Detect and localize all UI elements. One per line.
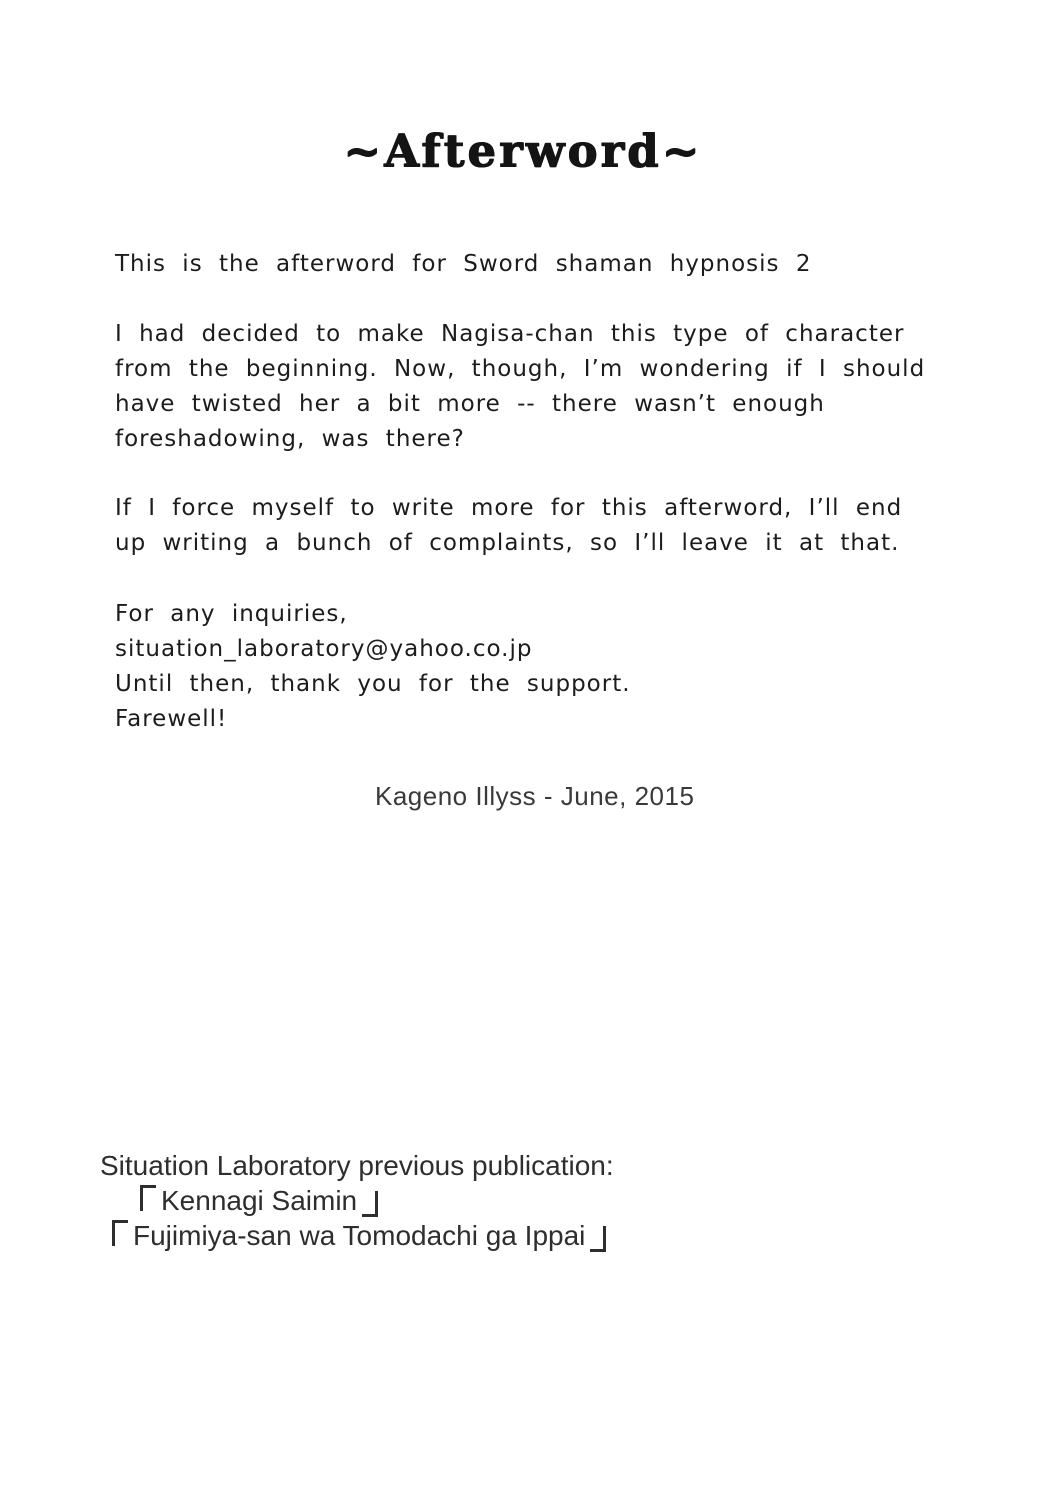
closing-paragraph [115,597,631,737]
publication-title-text: Fujimiya-san wa Tomodachi ga Ippai [133,1220,586,1251]
publication-title [112,1218,614,1253]
text-line: up writing a bunch of complaints, so I’ll leave it at that. [115,530,900,556]
text-line: If I force myself to write more for this afterword, I’ll end [115,495,903,521]
text-line: Until then, thank you for the support. [115,671,631,697]
contact-email: situation_laboratory@yahoo.co.jp [115,636,533,662]
character-paragraph [115,317,925,457]
text-line: For any inquiries, [115,601,348,627]
previous-publications [100,1148,614,1253]
text-line: This is the afterword for Sword shaman hypnosis 2 [115,251,812,277]
author-signature: Kageno Illyss - June, 2015 [375,781,695,811]
cjk-close-bracket-icon [362,1191,378,1217]
page-title: ~Afterword~ [343,124,702,177]
publication-title-text: Kennagi Saimin [161,1185,358,1216]
text-line: have twisted her a bit more -- there wasn’t enough [115,391,825,417]
cjk-open-bracket-icon [112,1220,128,1246]
complaints-paragraph [115,491,902,561]
text-line: Farewell! [115,706,228,732]
text-line: from the beginning. Now, though, I’m wondering if I should [115,356,926,382]
publications-heading: Situation Laboratory previous publication: [100,1150,614,1181]
publication-title [140,1183,614,1218]
text-line: foreshadowing, was there? [115,426,465,452]
text-line: I had decided to make Nagisa-chan this type of character [115,321,905,347]
cjk-open-bracket-icon [140,1185,156,1211]
cjk-close-bracket-icon [590,1226,606,1252]
intro-paragraph [115,247,811,282]
